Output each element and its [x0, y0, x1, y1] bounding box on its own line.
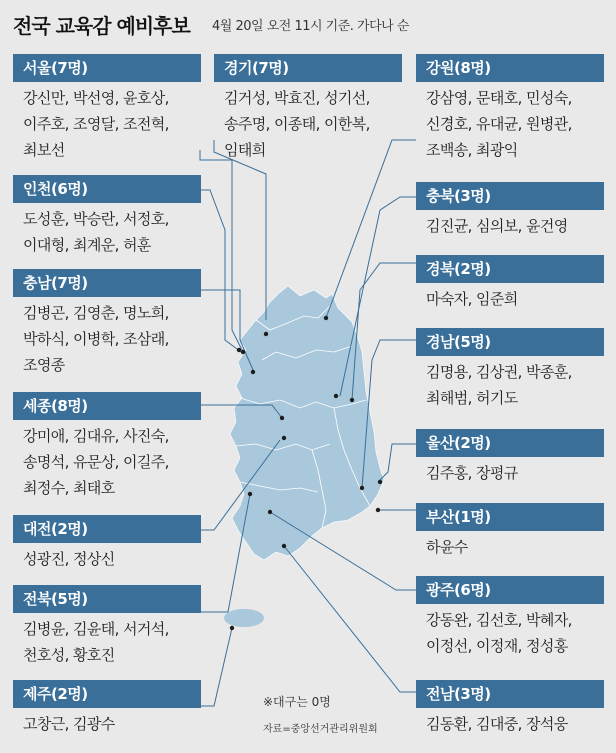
- region-jeonbuk: [13, 585, 201, 668]
- region-header: 전남(3명): [416, 680, 604, 708]
- region-header: 경북(2명): [416, 255, 604, 283]
- candidate-names: 강동완, 김선호, 박혜자, 이정선, 이정재, 정성홍: [426, 611, 572, 655]
- region-header: 충북(3명): [416, 182, 604, 210]
- mainland-shape: [230, 286, 384, 560]
- region-header: 울산(2명): [416, 429, 604, 457]
- candidate-names: 마숙자, 임준희: [426, 290, 518, 308]
- dot-jeonbuk: [248, 492, 252, 496]
- page-title: 전국 교육감 예비후보: [13, 14, 190, 38]
- region-sejong: [13, 392, 201, 501]
- candidate-names: 강신만, 박선영, 윤호상, 이주호, 조영달, 조전혁, 최보선: [23, 89, 169, 159]
- dot-gwangju: [268, 510, 272, 514]
- leader-jeonnam: [284, 546, 416, 692]
- candidate-names: 김거성, 박효진, 성기선, 송주명, 이종태, 이한복, 임태희: [224, 89, 370, 159]
- candidate-names: 성광진, 정상신: [23, 550, 115, 568]
- candidate-names: 김주홍, 장평규: [426, 464, 518, 482]
- region-chungnam: [13, 269, 201, 378]
- candidate-names: 강미애, 김대유, 사진숙, 송명석, 유문상, 이길주, 최정수, 최태호: [23, 427, 169, 497]
- region-gyeonggi: [214, 54, 402, 163]
- region-seoul: [13, 54, 201, 163]
- region-header: 제주(2명): [13, 680, 201, 708]
- region-header: 부산(1명): [416, 503, 604, 531]
- region-gyeongbuk: [416, 255, 604, 312]
- region-header: 전북(5명): [13, 585, 201, 613]
- daegu-note: ※대구는 0명: [263, 695, 331, 709]
- dot-chungnam: [251, 370, 255, 374]
- region-header: 강원(8명): [416, 54, 604, 82]
- dot-busan: [376, 508, 380, 512]
- region-header: 세종(8명): [13, 392, 201, 420]
- region-busan: [416, 503, 604, 560]
- dot-gyeongnam: [360, 486, 364, 490]
- region-jeonnam: [416, 680, 604, 737]
- candidate-names: 하윤수: [426, 538, 468, 556]
- region-jeju: [13, 680, 201, 737]
- region-daejeon: [13, 515, 201, 572]
- dot-daejeon: [282, 436, 286, 440]
- candidate-names: 김명용, 김상권, 박종훈, 최해범, 허기도: [426, 363, 572, 407]
- region-header: 서울(7명): [13, 54, 201, 82]
- region-gyeongnam: [416, 328, 604, 411]
- dot-jeju: [230, 626, 234, 630]
- region-gangwon: [416, 54, 604, 163]
- leader-incheon: [200, 190, 241, 352]
- jeju-island-shape: [224, 609, 264, 627]
- region-ulsan: [416, 429, 604, 486]
- region-header: 대전(2명): [13, 515, 201, 543]
- dot-gangwon: [324, 316, 328, 320]
- candidate-names: 강삼영, 문태호, 민성숙, 신경호, 유대균, 원병관, 조백송, 최광익: [426, 89, 572, 159]
- candidate-names: 김진균, 심의보, 윤건영: [426, 217, 568, 235]
- region-header: 경남(5명): [416, 328, 604, 356]
- dot-jeonnam: [282, 544, 286, 548]
- dot-gyeonggi: [264, 332, 268, 336]
- page-subtitle: 4월 20일 오전 11시 기준. 가다나 순: [212, 19, 409, 34]
- region-header: 충남(7명): [13, 269, 201, 297]
- leader-jeju: [200, 628, 232, 706]
- region-incheon: [13, 175, 201, 258]
- region-chungbuk: [416, 182, 604, 239]
- dot-ulsan: [378, 480, 382, 484]
- region-header: 경기(7명): [214, 54, 402, 82]
- candidate-names: 김동환, 김대중, 장석웅: [426, 715, 568, 733]
- dot-incheon: [237, 348, 241, 352]
- candidate-names: 김병곤, 김영춘, 명노희, 박하식, 이병학, 조삼래, 조영종: [23, 304, 169, 374]
- region-header: 인천(6명): [13, 175, 201, 203]
- leader-gangwon: [326, 140, 416, 318]
- candidate-names: 도성훈, 박승란, 서정호, 이대형, 최계운, 허훈: [23, 210, 169, 254]
- leader-ulsan: [378, 444, 416, 482]
- leader-seoul: [200, 150, 243, 352]
- region-gwangju: [416, 576, 604, 659]
- dot-gyeongbuk: [350, 398, 354, 402]
- region-header: 광주(6명): [416, 576, 604, 604]
- dot-chungbuk: [334, 394, 338, 398]
- dot-seoul: [241, 350, 245, 354]
- candidate-names: 고창근, 김광수: [23, 715, 115, 733]
- source-credit: 자료=중앙선거관리위원회: [263, 724, 378, 735]
- dot-sejong: [280, 416, 284, 420]
- candidate-names: 김병윤, 김윤태, 서거석, 천호성, 황호진: [23, 620, 169, 664]
